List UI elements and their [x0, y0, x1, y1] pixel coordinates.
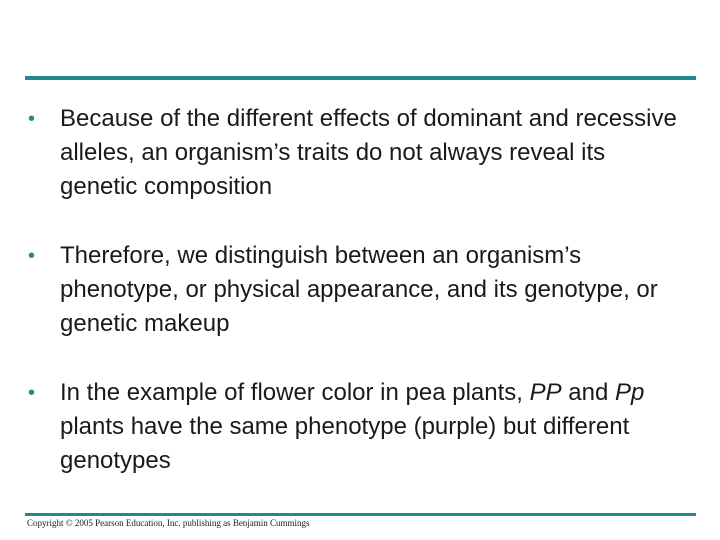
top-divider [25, 76, 696, 80]
bullet-segment: Therefore, we distinguish between an organism’s phenotype, or physical appearance, and its genotype, or genetic makeup [60, 242, 658, 337]
genotype-pp-hetero-italic: Pp [615, 379, 645, 406]
bullet-item [28, 239, 688, 341]
genotype-pp-italic: PP [529, 379, 562, 406]
bullet-marker: • [28, 382, 36, 404]
bullet-list [28, 102, 688, 513]
copyright-notice: Copyright © 2005 Pearson Education, Inc. publishing as Benjamin Cummings [27, 518, 310, 528]
bullet-marker: • [28, 108, 36, 130]
bullet-segment: Because of the different effects of dominant and recessive alleles, an organism’s traits do not always reveal its genetic composition [60, 105, 677, 200]
bullet-item [28, 102, 688, 204]
bullet-text [60, 242, 658, 337]
bullet-segment: In the example of flower color in pea plants, [60, 379, 530, 406]
bullet-marker: • [28, 245, 36, 267]
bullet-segment: and [561, 379, 615, 406]
bullet-text [60, 105, 677, 200]
bullet-text [60, 379, 644, 474]
bullet-item [28, 376, 688, 478]
bottom-divider [25, 513, 696, 516]
bullet-segment: plants have the same phenotype (purple) but different genotypes [60, 413, 630, 474]
